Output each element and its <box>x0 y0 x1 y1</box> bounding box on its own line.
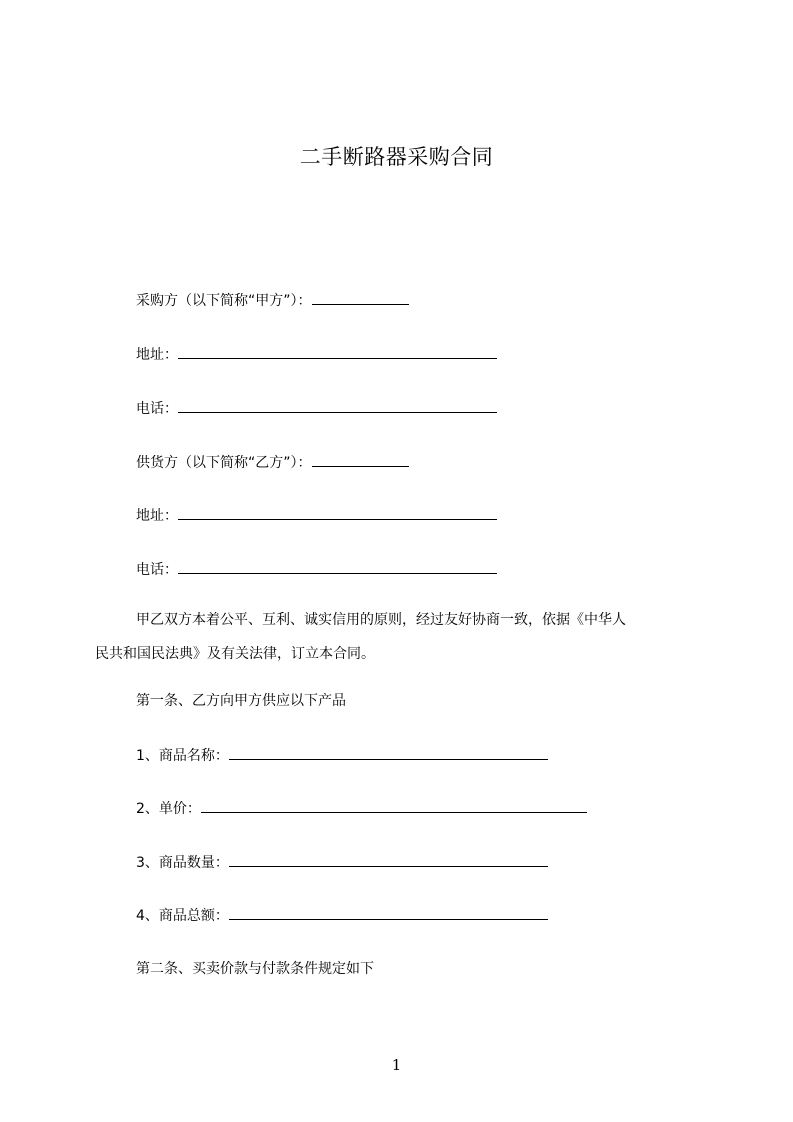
buyer-address-blank <box>178 344 497 359</box>
item-unit-price-label: 2、单价： <box>136 801 201 817</box>
seller-party-label: 供货方（以下简称“乙方”）： <box>136 455 312 471</box>
seller-phone-line <box>136 559 497 580</box>
item-quantity-blank <box>229 852 548 867</box>
buyer-phone-blank <box>178 398 497 413</box>
buyer-party-label: 采购方（以下简称“甲方”）： <box>136 293 312 309</box>
buyer-address-label: 地址： <box>136 347 178 363</box>
buyer-party-line <box>136 290 409 311</box>
seller-name-blank <box>312 452 409 467</box>
item-total-label: 4、商品总额： <box>136 908 229 924</box>
seller-party-line <box>136 452 409 473</box>
buyer-address-line <box>136 344 497 365</box>
item-unit-price-blank <box>201 798 587 813</box>
item-product-name-line <box>136 745 548 766</box>
buyer-phone-label: 电话： <box>136 401 178 417</box>
article-1-heading: 第一条、乙方向甲方供应以下产品 <box>136 693 346 709</box>
buyer-phone-line <box>136 398 497 419</box>
preamble-line-1: 甲乙双方本着公平、互利、诚实信用的原则，经过友好协商一致，依据《中华人 <box>136 612 626 628</box>
buyer-name-blank <box>312 290 409 305</box>
item-product-name-label: 1、商品名称： <box>136 748 229 764</box>
seller-address-label: 地址： <box>136 508 178 524</box>
item-total-line <box>136 905 548 926</box>
preamble-paragraph <box>95 610 706 664</box>
article-2-heading: 第二条、买卖价款与付款条件规定如下 <box>136 961 374 977</box>
page-number: 1 <box>391 1056 402 1074</box>
item-product-name-blank <box>229 745 548 760</box>
seller-phone-label: 电话： <box>136 562 178 578</box>
preamble-line-2: 民共和国民法典》及有关法律，订立本合同。 <box>95 646 375 662</box>
item-quantity-label: 3、商品数量： <box>136 855 229 871</box>
item-quantity-line <box>136 852 548 873</box>
item-total-blank <box>229 905 548 920</box>
document-title: 二手断路器采购合同 <box>299 145 494 169</box>
item-unit-price-line <box>136 798 587 819</box>
seller-phone-blank <box>178 559 497 574</box>
seller-address-blank <box>178 505 497 520</box>
seller-address-line <box>136 505 497 526</box>
